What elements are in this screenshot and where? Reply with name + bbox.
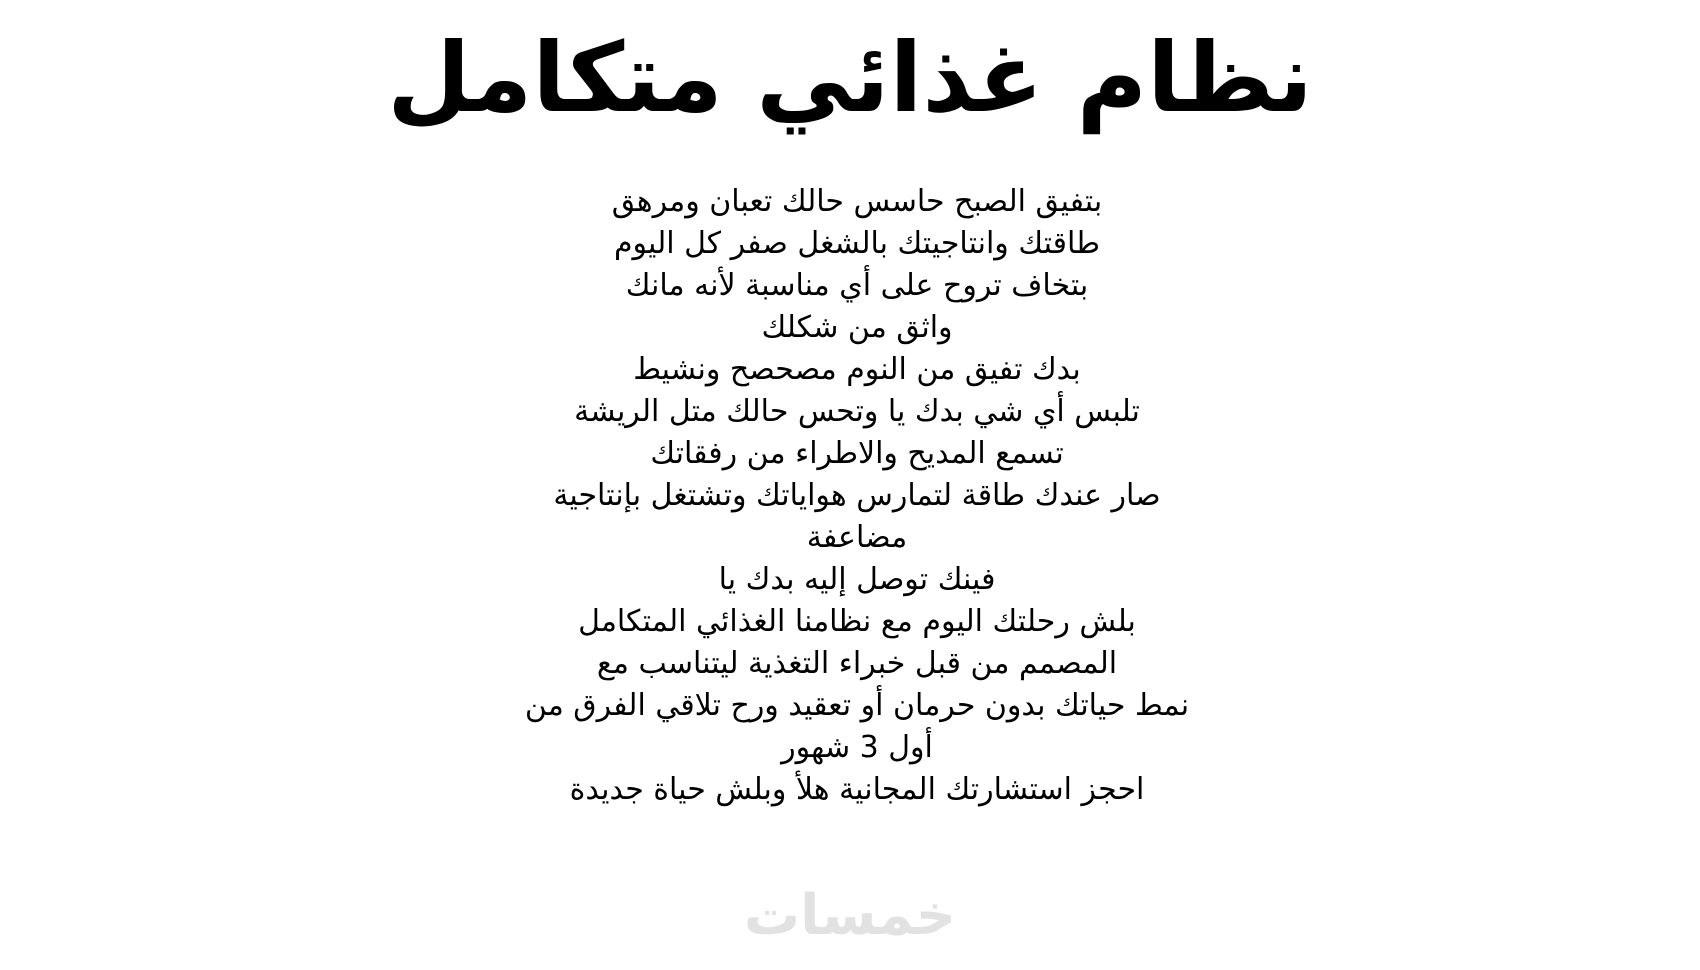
body-line: طاقتك وانتاجيتك بالشغل صفر كل اليوم (613, 226, 1101, 261)
body-line: احجز استشارتك المجانية هلأ وبلش حياة جديدة (569, 772, 1145, 807)
body-line: بلش رحلتك اليوم مع نظامنا الغذائي المتكامل (578, 604, 1136, 639)
page-title: نظام غذائي متكامل (387, 22, 1313, 134)
body-line: بتفيق الصبح حاسس حالك تعبان ومرهق (611, 184, 1103, 219)
body-line: نمط حياتك بدون حرمان أو تعقيد ورح تلاقي الفرق من (524, 688, 1190, 723)
body-line: واثق من شكلك (761, 310, 953, 345)
body-line: فينك توصل إليه بدك يا (718, 562, 996, 597)
body-line: بدك تفيق من النوم مصحصح ونشيط (633, 352, 1081, 387)
body-line: أول 3 شهور (781, 730, 933, 765)
body-line: تلبس أي شي بدك يا وتحس حالك متل الريشة (574, 394, 1140, 429)
body-line: تسمع المديح والاطراء من رفقاتك (650, 436, 1064, 471)
body-line: مضاعفة (806, 520, 908, 555)
body-line: بتخاف تروح على أي مناسبة لأنه مانك (625, 268, 1089, 303)
khamsat-watermark: خمسات (743, 883, 957, 948)
body-line: المصمم من قبل خبراء التغذية ليتناسب مع (596, 646, 1118, 681)
body-line: صار عندك طاقة لتمارس هواياتك وتشتغل بإنتاجية (553, 478, 1161, 513)
body-text (14, 181, 1700, 811)
